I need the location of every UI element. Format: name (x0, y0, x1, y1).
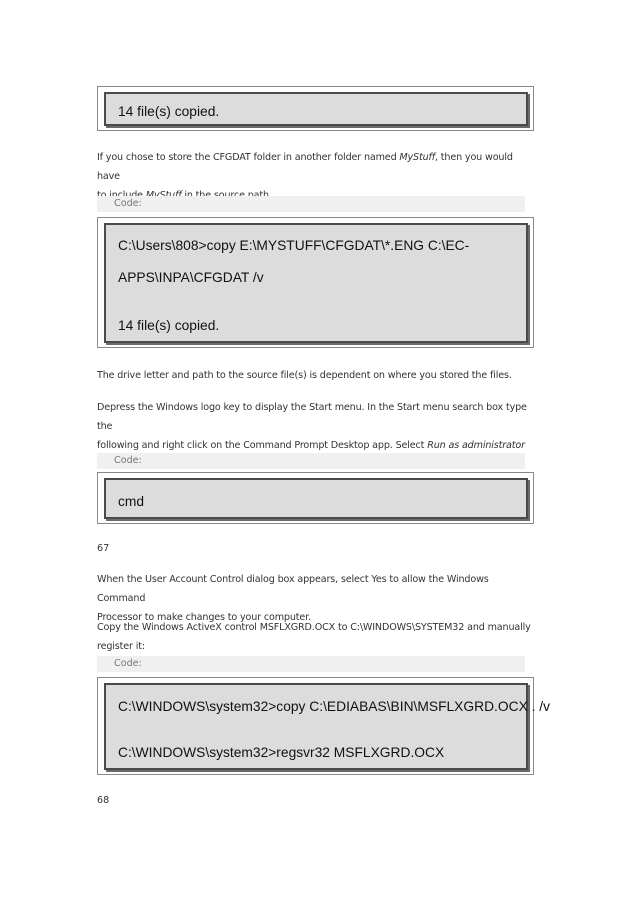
paragraph-line: Copy the Windows ActiveX control MSFLXGRD.OCX to C:\WINDOWS\SYSTEM32 and manually (97, 622, 531, 633)
code-line: C:\Users\808>copy E:\MYSTUFF\CFGDAT\*.ENG C:\EC- (118, 238, 470, 253)
paragraph-line: following and right click on the Command Prompt Desktop app. Select Run as administrator (97, 440, 525, 451)
paragraph-line: Depress the Windows logo key to display the Start menu. In the Start menu search box type the (97, 402, 527, 432)
code-block-cmd (97, 472, 534, 524)
page-number: 68 (97, 795, 110, 806)
code-line: C:\WINDOWS\system32>copy C:\EDIABAS\BIN\MSFLXGRD.OCX . /v (118, 699, 551, 714)
code-block-copy-mystuff (97, 217, 534, 348)
code-label: Code: (97, 453, 525, 469)
paragraph-line: Processor to make changes to your computer. (97, 612, 311, 623)
code-block-inner (104, 478, 528, 519)
code-block-inner (104, 683, 551, 770)
page-number: 67 (97, 543, 110, 554)
paragraph-line: register it: (97, 641, 145, 652)
code-block-msflxgrd (97, 677, 551, 775)
code-line: cmd (118, 494, 145, 509)
code-line: 14 file(s) copied. (118, 104, 220, 119)
paragraph-line: When the User Account Control dialog box appears, select Yes to allow the Windows Command (97, 574, 489, 604)
paragraph-drive-letter (97, 366, 537, 385)
paragraph-line: If you chose to store the CFGDAT folder in another folder named MyStuff, then you would have (97, 152, 513, 182)
code-line: C:\WINDOWS\system32>regsvr32 MSFLXGRD.OCX (118, 745, 445, 760)
paragraph-activex (97, 618, 537, 656)
paragraph-line: The drive letter and path to the source file(s) is dependent on where you stored the files. (97, 370, 512, 381)
code-line: APPS\INPA\CFGDAT /v (118, 270, 264, 285)
code-block-copied-result (97, 86, 534, 131)
code-label: Code: (97, 656, 525, 672)
code-block-inner (104, 92, 528, 126)
code-label: Code: (97, 196, 525, 212)
code-block-inner (104, 223, 528, 343)
code-line: 14 file(s) copied. (118, 318, 220, 333)
